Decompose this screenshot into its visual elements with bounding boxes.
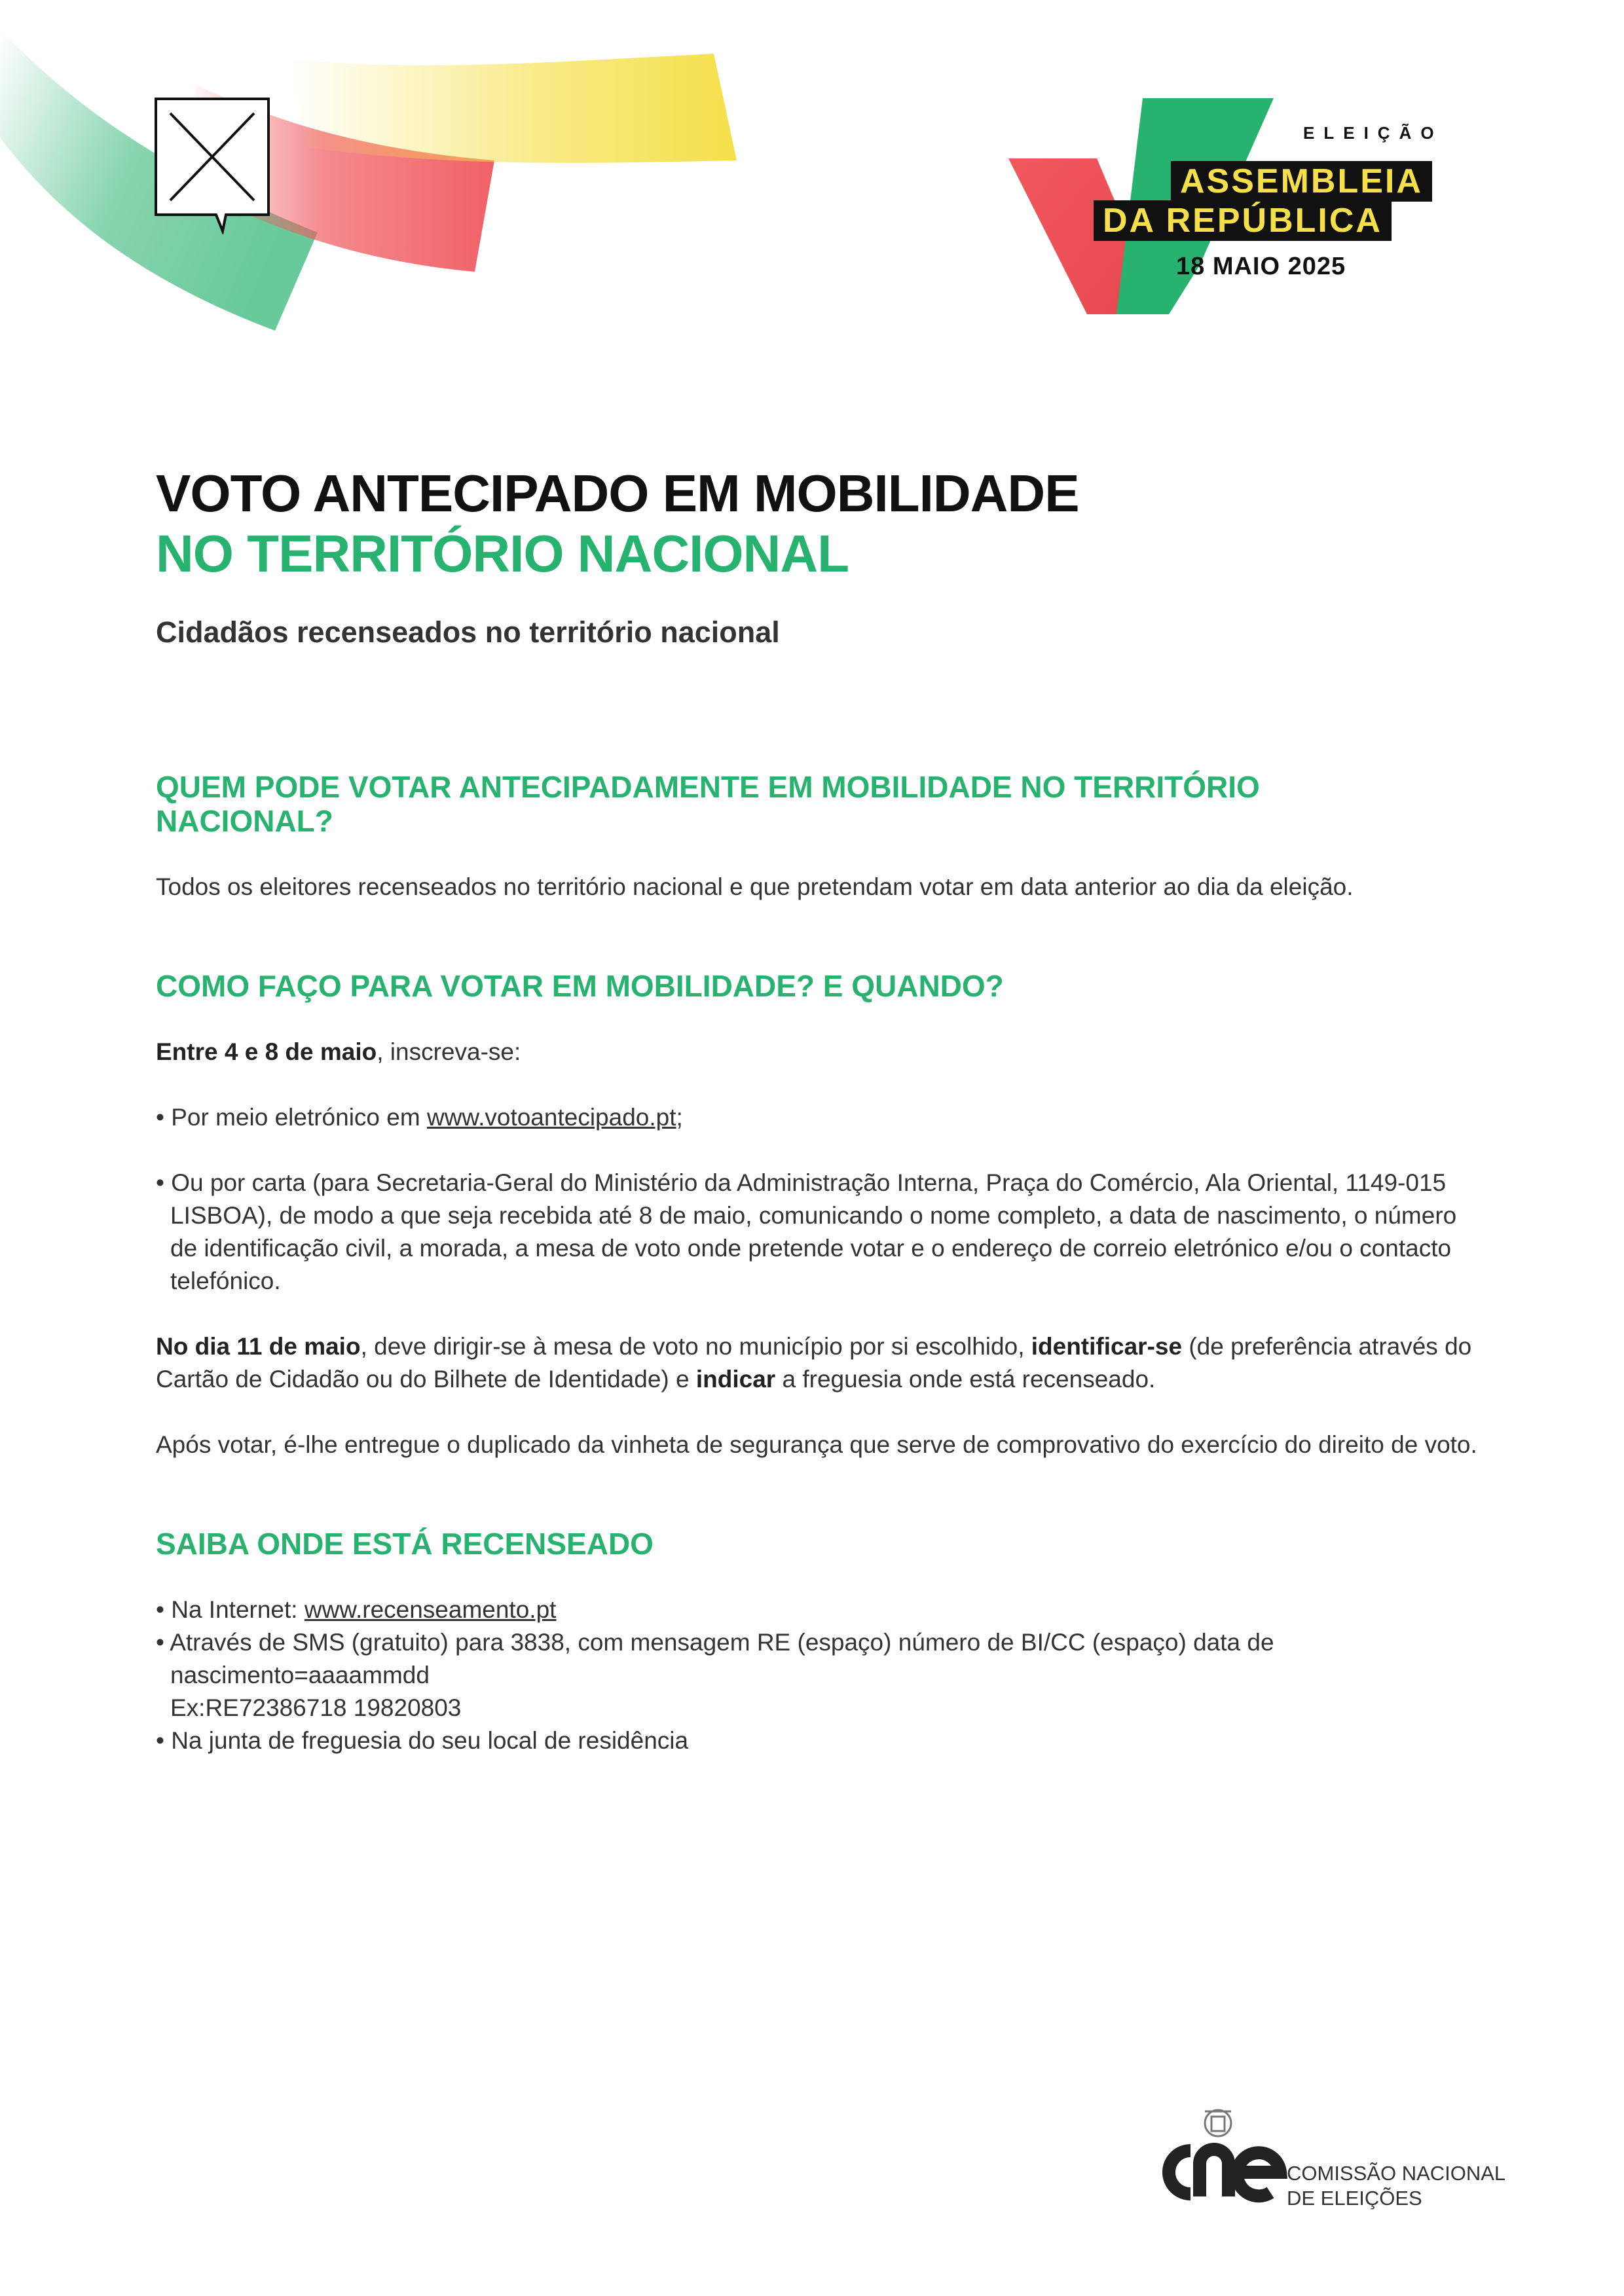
how-intro [156, 1036, 1479, 1068]
voting-day-text2: (de preferência através do Cartão de Cidadão ou do Bilhete de Identidade) e [156, 1333, 1472, 1393]
how-intro-rest: , inscreva-se: [377, 1038, 521, 1065]
recenseamento-link[interactable]: www.recenseamento.pt [304, 1596, 557, 1623]
votoantecipado-link[interactable]: www.votoantecipado.pt [426, 1104, 676, 1131]
cne-logo [1159, 2105, 1506, 2223]
cne-name [1287, 2161, 1505, 2211]
cne-name-line2: DE ELEIÇÕES [1287, 2187, 1422, 2210]
where-list-item-junta: • Na junta de freguesia do seu local de residência [156, 1727, 689, 1754]
how-list-item-letter: • Ou por carta (para Secretaria-Geral do Ministério da Administração Interna, Praça do Comércio, Ala Oriental, 1149-015 LISBOA), de modo a que seja recebida até 8 de maio, comunicando o nome completo, a data de nascimento, o número de identificação civil, a morada, a mesa de voto onde pretende votar e o endereço de correio eletrónico e/ou o contacto telefónico. [156, 1169, 1457, 1294]
cne-name-line1: COMISSÃO NACIONAL [1287, 2162, 1506, 2185]
page-subtitle: Cidadãos recenseados no território nacional [156, 615, 780, 649]
where-item1-prefix: • Na Internet: [156, 1596, 304, 1623]
who-text: Todos os eleitores recenseados no território nacional e que pretendam votar em data anterior ao dia da eleição. [156, 873, 1354, 900]
decorative-ribbons [0, 0, 760, 340]
how-item1-suffix: ; [676, 1104, 683, 1131]
ballot-x-icon [154, 97, 272, 234]
voting-day-text3: a freguesia onde está recenseado. [775, 1366, 1156, 1393]
identify-bold: identificar-se [1031, 1333, 1183, 1360]
how-item1-prefix: • Por meio eletrónico em [156, 1104, 427, 1131]
voting-day-text1: , deve dirigir-se à mesa de voto no município por si escolhido, [360, 1333, 1031, 1360]
document-body [156, 770, 1479, 1757]
heading-who-line2: NACIONAL? [156, 804, 333, 838]
page-title: VOTO ANTECIPADO EM MOBILIDADE [156, 464, 1079, 522]
logo-date: 18 MAIO 2025 [1176, 253, 1346, 280]
where-list-item-sms: • Através de SMS (gratuito) para 3838, com mensagem RE (espaço) número de BI/CC (espaço) data de nascimento=aaaammdd [156, 1629, 1274, 1688]
after-vote-text: Após votar, é-lhe entregue o duplicado da vinheta de segurança que serve de comprovativo do exercício do direito de voto. [156, 1431, 1477, 1458]
section-heading-who [156, 770, 1479, 838]
where-list-item-internet [156, 1594, 1479, 1626]
voting-day-bold: No dia 11 de maio [156, 1333, 361, 1360]
heading-who-line1: QUEM PODE VOTAR ANTECIPADAMENTE EM MOBILIDADE NO TERRITÓRIO [156, 770, 1260, 804]
how-list-item-electronic [156, 1101, 1479, 1134]
section-heading-how: COMO FAÇO PARA VOTAR EM MOBILIDADE? E QUANDO? [156, 969, 1004, 1003]
logo-kicker: ELEIÇÃO [1303, 123, 1443, 143]
voting-day-text [156, 1330, 1479, 1396]
where-sms-example: Ex:RE72386718 19820803 [170, 1694, 462, 1721]
section-heading-where: SAIBA ONDE ESTÁ RECENSEADO [156, 1527, 654, 1561]
indicate-bold: indicar [695, 1366, 776, 1393]
how-intro-bold: Entre 4 e 8 de maio [156, 1038, 377, 1065]
logo-title-line1: ASSEMBLEIA [1171, 161, 1432, 202]
logo-title-line2: DA REPÚBLICA [1094, 200, 1392, 241]
cne-logo-icon [1159, 2105, 1290, 2223]
page-title-highlight: NO TERRITÓRIO NACIONAL [156, 524, 849, 583]
election-logo [1008, 92, 1493, 327]
